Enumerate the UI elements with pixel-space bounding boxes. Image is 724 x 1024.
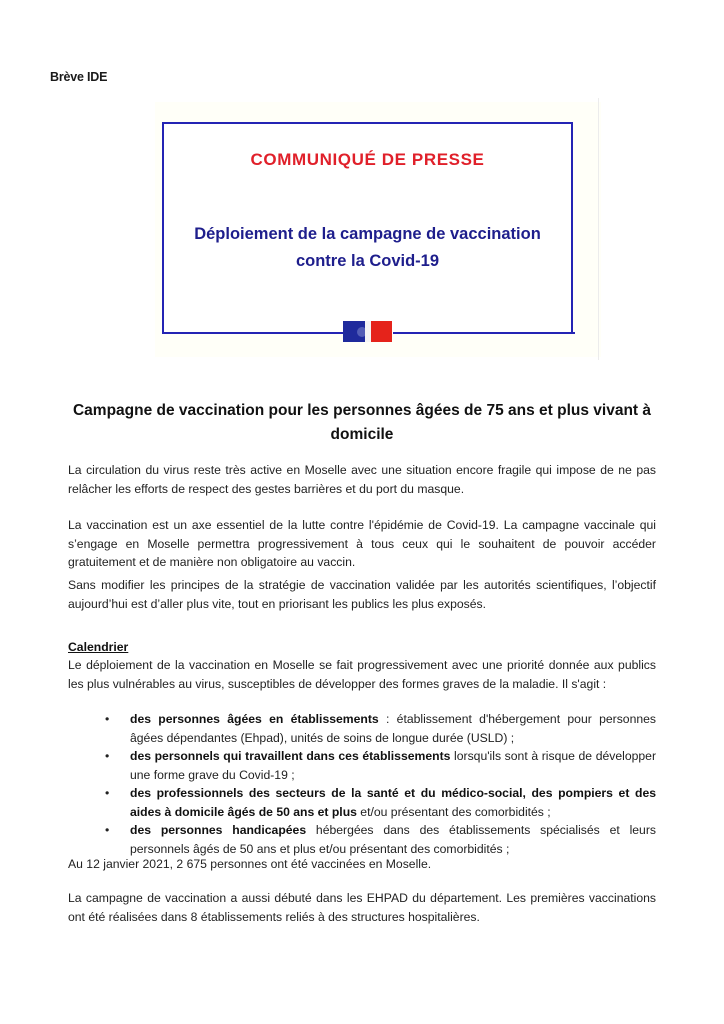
list-item-emphasis: des personnels qui travaillent dans ces établissements <box>130 749 451 763</box>
banner-border-bottom-right <box>393 332 575 334</box>
flag-red-stripe <box>371 321 392 342</box>
calendar-section-title: Calendrier <box>68 640 129 654</box>
list-item-emphasis: des personnes handicapées <box>130 823 307 837</box>
paragraph-vaccination-axis: La vaccination est un axe essentiel de la lutte contre l'épidémie de Covid-19. La campagne vaccinale qui s’engage en Moselle permettra progressivement à tous ceux qui le souhaitent de pouvoir accéder gratuitement et de manière non obligatoire au vaccin. <box>68 518 656 569</box>
document-header-label: Brève IDE <box>50 70 108 84</box>
banner-border-bottom-left <box>162 332 344 334</box>
press-release-title-line-1: Déploiement de la campagne de vaccination <box>194 225 541 243</box>
paragraph-virus-circulation: La circulation du virus reste très active en Moselle avec une situation encore fragile qui impose de ne pas relâcher les efforts de respect des gestes barrières et du port du masque. <box>68 463 656 496</box>
bullet-icon: • <box>105 712 110 726</box>
list-item <box>100 710 656 747</box>
list-item <box>100 784 656 821</box>
press-release-label: COMMUNIQUÉ DE PRESSE <box>250 150 485 169</box>
marianne-flag-icon <box>343 321 393 343</box>
bullet-icon: • <box>105 786 110 800</box>
bullet-icon: • <box>105 823 110 837</box>
press-release-title <box>162 221 573 275</box>
paragraph-strategy: Sans modifier les principes de la stratégie de vaccination validée par les autorités scientifiques, l’objectif aujourd’hui est d’aller plus vite, tout en priorisant les publics les plus exposés. <box>68 578 656 611</box>
calendar-intro: Le déploiement de la vaccination en Moselle se fait progressivement avec une priorité donnée aux publics les plus vulnérables au virus, susceptibles de développer des formes graves de la maladie. Il s'agit : <box>68 658 656 691</box>
article-headline: Campagne de vaccination pour les personnes âgées de 75 ans et plus vivant à domicile <box>72 402 651 443</box>
banner-edge-divider <box>598 98 599 360</box>
list-item-text: : établissement d'hébergement pour personnes âgées dépendantes (Ehpad), unités de soins de longue durée (USLD) ; <box>130 712 657 745</box>
press-release-title-line-2: contre la Covid-19 <box>295 252 440 270</box>
list-item-text: hébergées dans des établissements spécialisés et leurs personnels âgés de 50 ans et plus et/ou présentant des comorbidités ; <box>130 823 656 856</box>
paragraph-vaccinated-count: Au 12 janvier 2021, 2 675 personnes ont été vaccinées en Moselle. <box>68 857 432 871</box>
list-item-emphasis: des professionnels des secteurs de la santé et du médico-social, des pompiers et des aides à domicile âgés de 50 ans et plus <box>130 786 656 819</box>
priority-groups-list <box>100 710 656 858</box>
list-item-text: et/ou présentant des comorbidités ; <box>356 804 551 819</box>
list-item-emphasis: des personnes âgées en établissements <box>130 712 379 726</box>
list-item-text: lorsqu'ils sont à risque de développer une forme grave du Covid-19 ; <box>130 749 656 782</box>
list-item <box>100 747 656 784</box>
list-item <box>100 821 656 858</box>
bullet-icon: • <box>105 749 110 763</box>
paragraph-ehpad-campaign: La campagne de vaccination a aussi débuté dans les EHPAD du département. Les premières vaccinations ont été réalisées dans 8 établissements reliés à des structures hospitalières. <box>68 891 656 924</box>
